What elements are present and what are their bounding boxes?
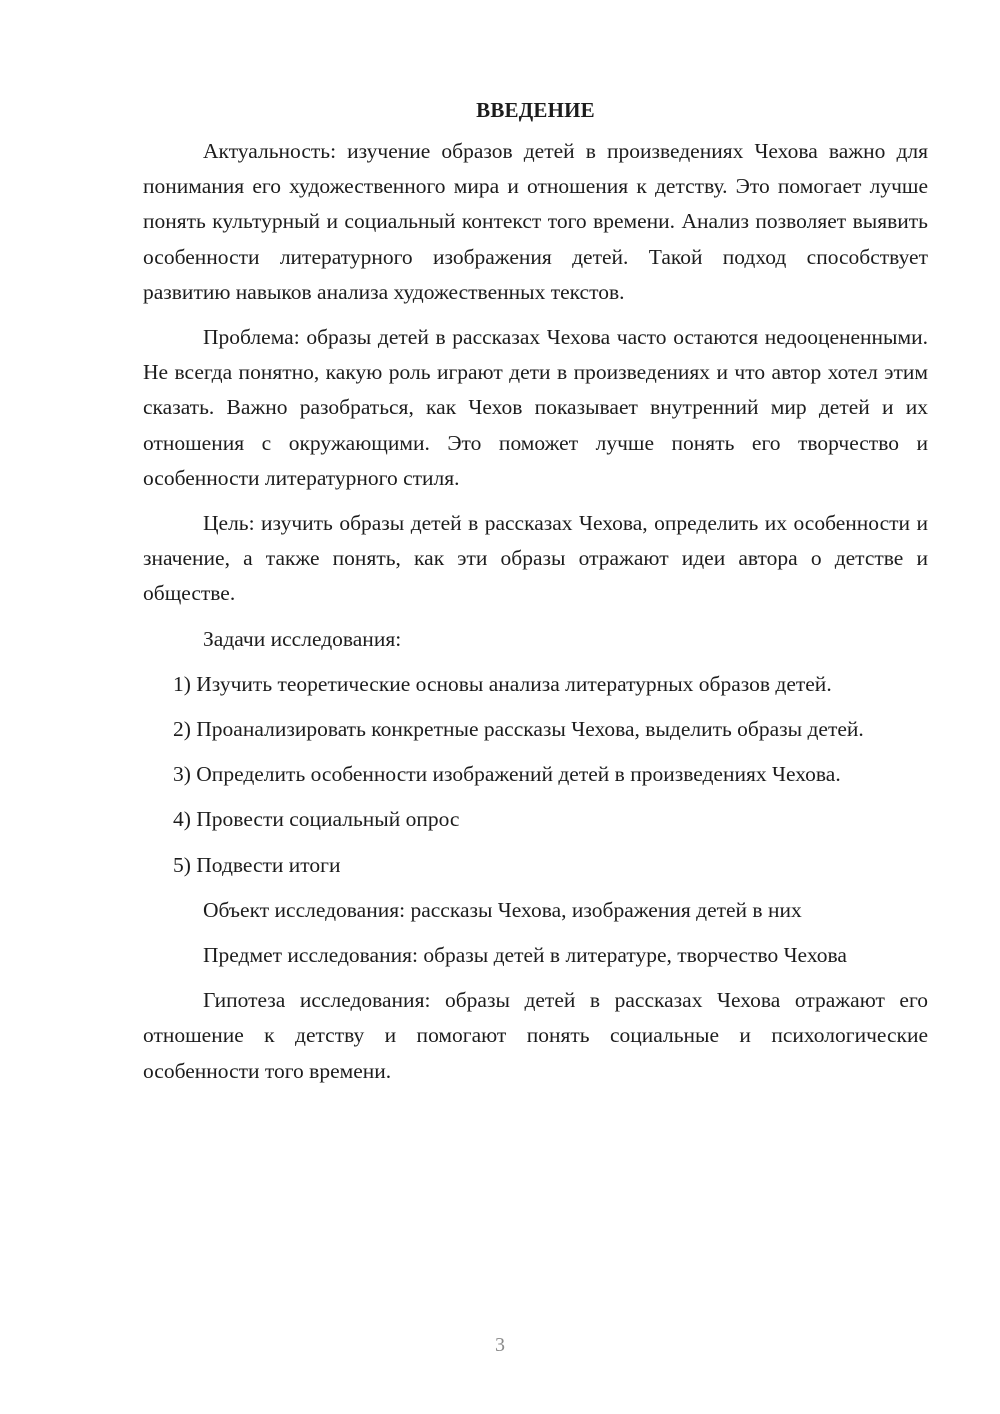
tasks-heading: Задачи исследования: bbox=[203, 626, 402, 651]
problem-paragraph: Проблема: образы детей в рассказах Чехова часто остаются недооцененными. Не всегда понятно, какую роль играют дети в произведениях и что автор хотел этим сказать. Важно разобраться, как Чехов показывает внутренний мир детей и их отношения с окружающими. Это поможет лучше понять его творчество и особенности литературного стиля. bbox=[143, 325, 928, 490]
relevance-paragraph: Актуальность: изучение образов детей в произведениях Чехова важно для понимания его художественного мира и отношения к детству. Это помогает лучше понять культурный и социальный контекст того времени. Анализ позволяет выявить особенности литературного изображения детей. Такой подход способствует развитию навыков анализа художественных текстов. bbox=[143, 139, 928, 304]
task-item-4: 4) Провести социальный опрос bbox=[173, 807, 460, 832]
task-item-1: 1) Изучить теоретические основы анализа литературных образов детей. bbox=[173, 671, 832, 696]
hypothesis-paragraph: Гипотеза исследования: образы детей в рассказах Чехова отражают его отношение к детству и помогают понять социальные и психологические особенности того времени. bbox=[143, 988, 928, 1083]
subject-paragraph: Предмет исследования: образы детей в литературе, творчество Чехова bbox=[203, 943, 847, 968]
section-title: ВВЕДЕНИЕ bbox=[476, 98, 595, 122]
task-item-3: 3) Определить особенности изображений детей в произведениях Чехова. bbox=[173, 762, 841, 787]
task-item-2: 2) Проанализировать конкретные рассказы Чехова, выделить образы детей. bbox=[173, 717, 864, 742]
page-number: 3 bbox=[495, 1334, 505, 1356]
task-item-5: 5) Подвести итоги bbox=[173, 852, 341, 877]
goal-paragraph: Цель: изучить образы детей в рассказах Чехова, определить их особенности и значение, а также понять, как эти образы отражают идеи автора о детстве и обществе. bbox=[143, 511, 928, 606]
object-paragraph: Объект исследования: рассказы Чехова, изображения детей в них bbox=[203, 897, 802, 922]
